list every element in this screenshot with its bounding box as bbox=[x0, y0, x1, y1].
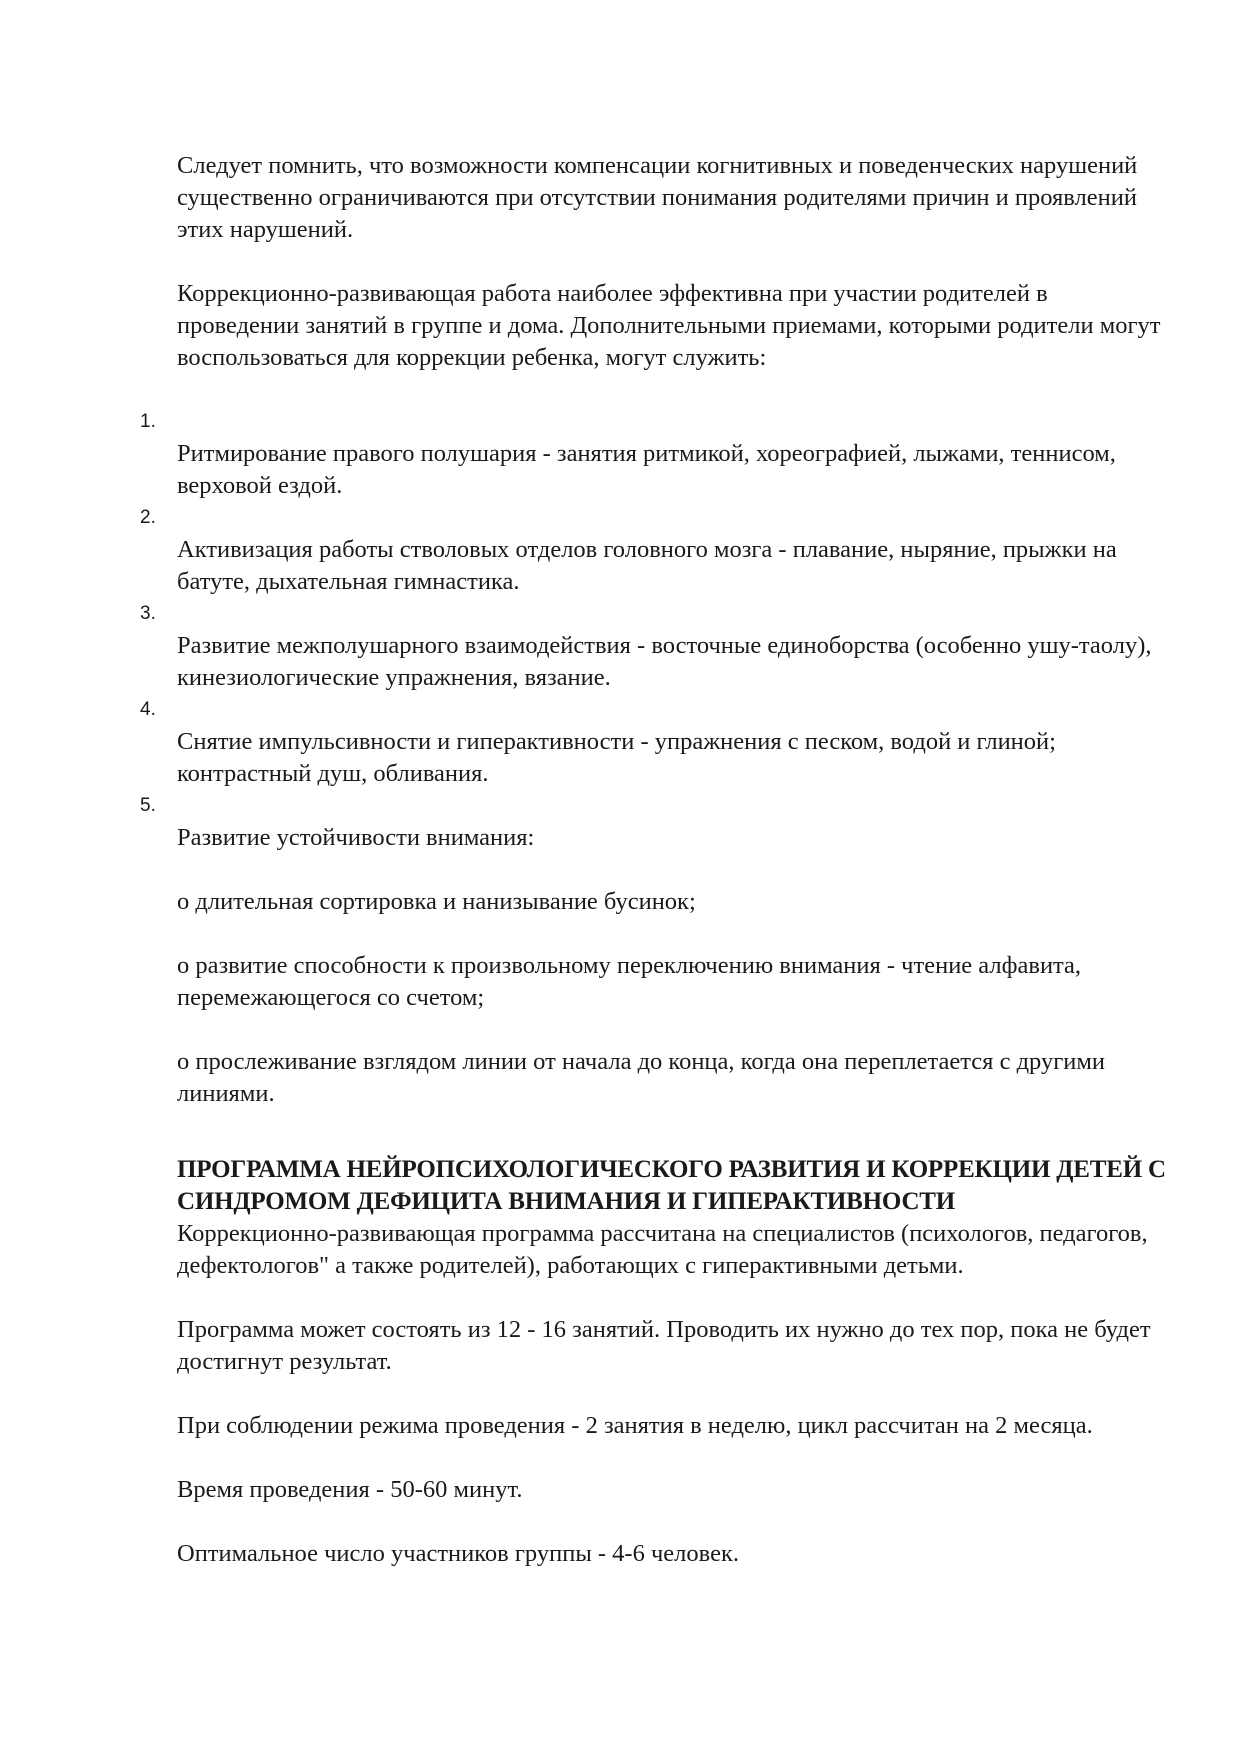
section-heading: ПРОГРАММА НЕЙРОПСИХОЛОГИЧЕСКОГО РАЗВИТИЯ И КОРРЕКЦИИ ДЕТЕЙ С СИНДРОМОМ ДЕФИЦИТА ВНИМАНИЯ И ГИПЕРАКТИВНОСТИ bbox=[177, 1156, 1166, 1215]
list-item-text: Активизация работы стволовых отделов головного мозга - плавание, ныряние, прыжки на батуте, дыхательная гимнастика. bbox=[177, 536, 1117, 595]
program-paragraph: При соблюдении режима проведения - 2 занятия в неделю, цикл рассчитан на 2 месяца. bbox=[177, 1412, 1093, 1439]
list-number: 4. bbox=[140, 699, 156, 720]
program-paragraph: Программа может состоять из 12 - 16 занятий. Проводить их нужно до тех пор, пока не будет достигнут результат. bbox=[177, 1316, 1151, 1375]
program-paragraph: Оптимальное число участников группы - 4-6 человек. bbox=[177, 1540, 739, 1567]
list-item bbox=[140, 411, 1167, 502]
list-item-text: Развитие межполушарного взаимодействия - восточные единоборства (особенно ушу-таолу), кинезиологические упражнения, вязание. bbox=[177, 632, 1152, 691]
document-content bbox=[140, 150, 1167, 1570]
sub-list-item: о развитие способности к произвольному переключению внимания - чтение алфавита, перемежающегося со счетом; bbox=[177, 952, 1082, 1011]
list-item bbox=[140, 795, 1167, 854]
list-item bbox=[140, 507, 1167, 598]
sub-list-item: о длительная сортировка и нанизывание бусинок; bbox=[177, 888, 696, 915]
program-paragraph: Время проведения - 50-60 минут. bbox=[177, 1476, 523, 1503]
list-number: 3. bbox=[140, 603, 156, 624]
list-number: 2. bbox=[140, 507, 156, 528]
list-item-text: Развитие устойчивости внимания: bbox=[177, 824, 535, 851]
list-item bbox=[140, 699, 1167, 790]
list-item-text: Ритмирование правого полушария - занятия ритмикой, хореографией, лыжами, теннисом, верховой ездой. bbox=[177, 440, 1116, 499]
list-number: 5. bbox=[140, 795, 156, 816]
intro-paragraph: Коррекционно-развивающая работа наиболее эффективна при участии родителей в проведении занятий в группе и дома. Дополнительными приемами, которыми родители могут воспользоваться для коррекции ребенка, могут служить: bbox=[177, 280, 1161, 371]
list-item-text: Снятие импульсивности и гиперактивности - упражнения с песком, водой и глиной; контрастный душ, обливания. bbox=[177, 728, 1056, 787]
list-number: 1. bbox=[140, 411, 156, 432]
sub-list-item: о прослеживание взглядом линии от начала до конца, когда она переплетается с другими линиями. bbox=[177, 1048, 1105, 1107]
intro-paragraph: Следует помнить, что возможности компенсации когнитивных и поведенческих нарушений существенно ограничиваются при отсутствии понимания родителями причин и проявлений этих нарушений. bbox=[177, 152, 1138, 243]
list-item bbox=[140, 603, 1167, 694]
program-paragraph: Коррекционно-развивающая программа рассчитана на специалистов (психологов, педагогов, дефектологов" а также родителей), работающих с гиперактивными детьми. bbox=[177, 1220, 1148, 1279]
